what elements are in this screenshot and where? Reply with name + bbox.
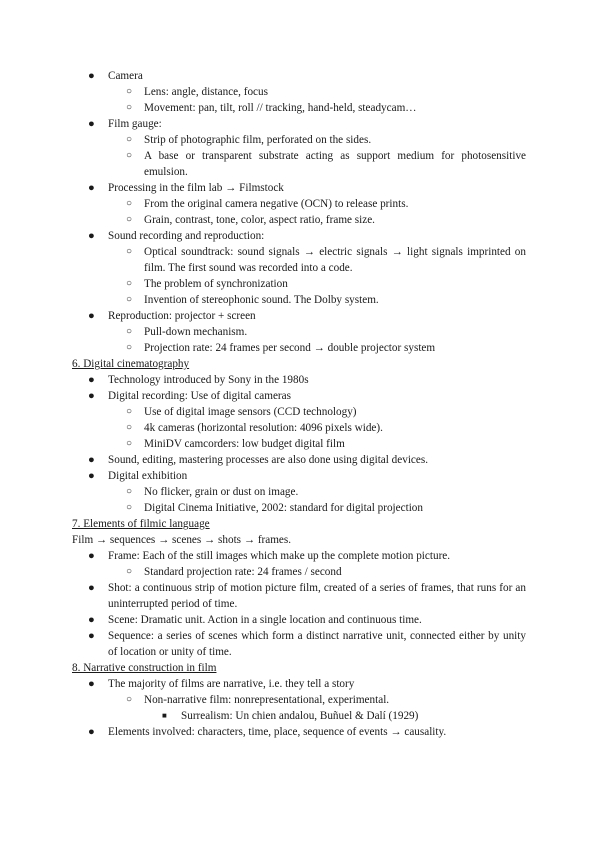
bullet-list: [0, 548, 600, 660]
list-item-text: Non-narrative film: nonrepresentational, experimental.: [144, 694, 390, 706]
list-item-text: Use of digital image sensors (CCD technology): [144, 406, 357, 418]
bullet-marker: ○: [126, 294, 133, 305]
list-item-text: Reproduction: projector + screen: [108, 310, 256, 322]
list-item: [0, 388, 600, 404]
list-item-text: No flicker, grain or dust on image.: [144, 486, 299, 498]
bullet-marker: ○: [126, 134, 133, 145]
bullet-marker: ●: [88, 390, 95, 402]
list-item-text: Standard projection rate: 24 frames / second: [144, 566, 342, 578]
list-item-text: Digital exhibition: [108, 470, 188, 482]
list-item: [0, 132, 600, 148]
list-item-text: Processing in the film lab → Filmstock: [108, 182, 284, 194]
document-page: [0, 68, 600, 740]
bullet-marker: ●: [88, 614, 95, 626]
list-item: [0, 148, 600, 180]
bullet-list: [0, 68, 600, 356]
list-item: [0, 436, 600, 452]
bullet-marker: ●: [88, 582, 95, 594]
bullet-marker: ○: [126, 278, 133, 289]
list-item: [0, 100, 600, 116]
list-item-text: From the original camera negative (OCN) to release prints.: [144, 198, 409, 210]
list-item-text: Projection rate: 24 frames per second → double projector system: [144, 342, 436, 354]
list-item-text: Pull-down mechanism.: [144, 326, 248, 338]
list-item: [0, 292, 600, 308]
list-item-text: Digital recording: Use of digital cameras: [108, 390, 291, 402]
list-item-text: Sound recording and reproduction:: [108, 230, 265, 242]
section-heading: 8. Narrative construction in film: [72, 662, 217, 674]
section: [0, 68, 600, 356]
list-item: [0, 500, 600, 516]
bullet-marker: ○: [126, 502, 133, 513]
bullet-marker: ○: [126, 246, 133, 257]
list-item: [0, 628, 600, 660]
bullet-marker: ○: [126, 486, 133, 497]
list-item: [0, 68, 600, 84]
bullet-marker: ●: [88, 310, 95, 322]
bullet-marker: ●: [88, 550, 95, 562]
list-item: [0, 84, 600, 100]
list-item: [0, 612, 600, 628]
bullet-marker: ●: [88, 630, 95, 642]
list-item: [0, 276, 600, 292]
list-item-text: Grain, contrast, tone, color, aspect ratio, frame size.: [144, 214, 375, 226]
list-item-text: 4k cameras (horizontal resolution: 4096 pixels wide).: [144, 422, 383, 434]
list-item: [0, 372, 600, 388]
list-item: [0, 548, 600, 564]
list-item-text: Scene: Dramatic unit. Action in a single location and continuous time.: [108, 614, 422, 626]
section-intro: Film → sequences → scenes → shots → frames.: [72, 534, 292, 546]
list-item-text: Sequence: a series of scenes which form a distinct narrative unit, connected either by unity of location or unity of time.: [108, 630, 526, 658]
list-item: [0, 308, 600, 324]
list-item: [0, 452, 600, 468]
bullet-marker: ●: [88, 230, 95, 242]
list-item: [0, 564, 600, 580]
list-item-text: The majority of films are narrative, i.e. they tell a story: [108, 678, 355, 690]
bullet-marker: ●: [88, 182, 95, 194]
list-item: [0, 212, 600, 228]
list-item-text: Lens: angle, distance, focus: [144, 86, 268, 98]
list-item-text: A base or transparent substrate acting as support medium for photosensitive emulsion.: [144, 150, 526, 178]
bullet-marker: ○: [126, 422, 133, 433]
list-item: [0, 196, 600, 212]
list-item: [0, 228, 600, 244]
bullet-marker: ●: [88, 726, 95, 738]
list-item-text: The problem of synchronization: [144, 278, 288, 290]
list-item: [0, 724, 600, 740]
bullet-list: [0, 676, 600, 740]
section: [0, 356, 600, 516]
section: [0, 516, 600, 660]
bullet-marker: ○: [126, 438, 133, 449]
bullet-marker: ○: [126, 198, 133, 209]
list-item-text: MiniDV camcorders: low budget digital film: [144, 438, 345, 450]
list-item-text: Optical soundtrack: sound signals → electric signals → light signals imprinted on film. The first sound was recorded into a code.: [144, 246, 526, 274]
list-item-text: Digital Cinema Initiative, 2002: standard for digital projection: [144, 502, 423, 514]
list-item: [0, 420, 600, 436]
list-item-text: Movement: pan, tilt, roll // tracking, hand-held, steadycam…: [144, 102, 417, 114]
bullet-marker: ○: [126, 86, 133, 97]
list-item: [0, 708, 600, 724]
bullet-marker: ○: [126, 214, 133, 225]
list-item-text: Elements involved: characters, time, place, sequence of events → causality.: [108, 726, 447, 738]
bullet-marker: ●: [88, 470, 95, 482]
bullet-marker: ○: [126, 406, 133, 417]
section: [0, 660, 600, 740]
bullet-marker: ●: [88, 678, 95, 690]
list-item: [0, 468, 600, 484]
bullet-marker: ○: [126, 102, 133, 113]
list-item-text: Shot: a continuous strip of motion picture film, created of a series of frames, that runs for an uninterrupted period of time.: [108, 582, 526, 610]
list-item-text: Surrealism: Un chien andalou, Buñuel & Dalí (1929): [181, 710, 419, 722]
list-item-text: Sound, editing, mastering processes are also done using digital devices.: [108, 454, 429, 466]
bullet-marker: ○: [126, 342, 133, 353]
list-item-text: Camera: [108, 70, 143, 82]
list-item-text: Strip of photographic film, perforated on the sides.: [144, 134, 372, 146]
bullet-marker: ○: [126, 150, 133, 161]
bullet-list: [0, 372, 600, 516]
bullet-marker: ■: [162, 711, 167, 720]
list-item-text: Film gauge:: [108, 118, 162, 130]
list-item: [0, 580, 600, 612]
bullet-marker: ●: [88, 70, 95, 82]
list-item: [0, 692, 600, 708]
bullet-marker: ●: [88, 118, 95, 130]
bullet-marker: ○: [126, 566, 133, 577]
list-item-text: Technology introduced by Sony in the 1980s: [108, 374, 309, 386]
list-item-text: Invention of stereophonic sound. The Dolby system.: [144, 294, 379, 306]
list-item: [0, 244, 600, 276]
list-item-text: Frame: Each of the still images which make up the complete motion picture.: [108, 550, 451, 562]
bullet-marker: ●: [88, 454, 95, 466]
list-item: [0, 676, 600, 692]
list-item: [0, 324, 600, 340]
list-item: [0, 404, 600, 420]
list-item: [0, 180, 600, 196]
list-item: [0, 484, 600, 500]
list-item: [0, 116, 600, 132]
bullet-marker: ○: [126, 694, 133, 705]
bullet-marker: ●: [88, 374, 95, 386]
bullet-marker: ○: [126, 326, 133, 337]
section-heading: 7. Elements of filmic language: [72, 518, 210, 530]
section-heading: 6. Digital cinematography: [72, 358, 190, 370]
list-item: [0, 340, 600, 356]
